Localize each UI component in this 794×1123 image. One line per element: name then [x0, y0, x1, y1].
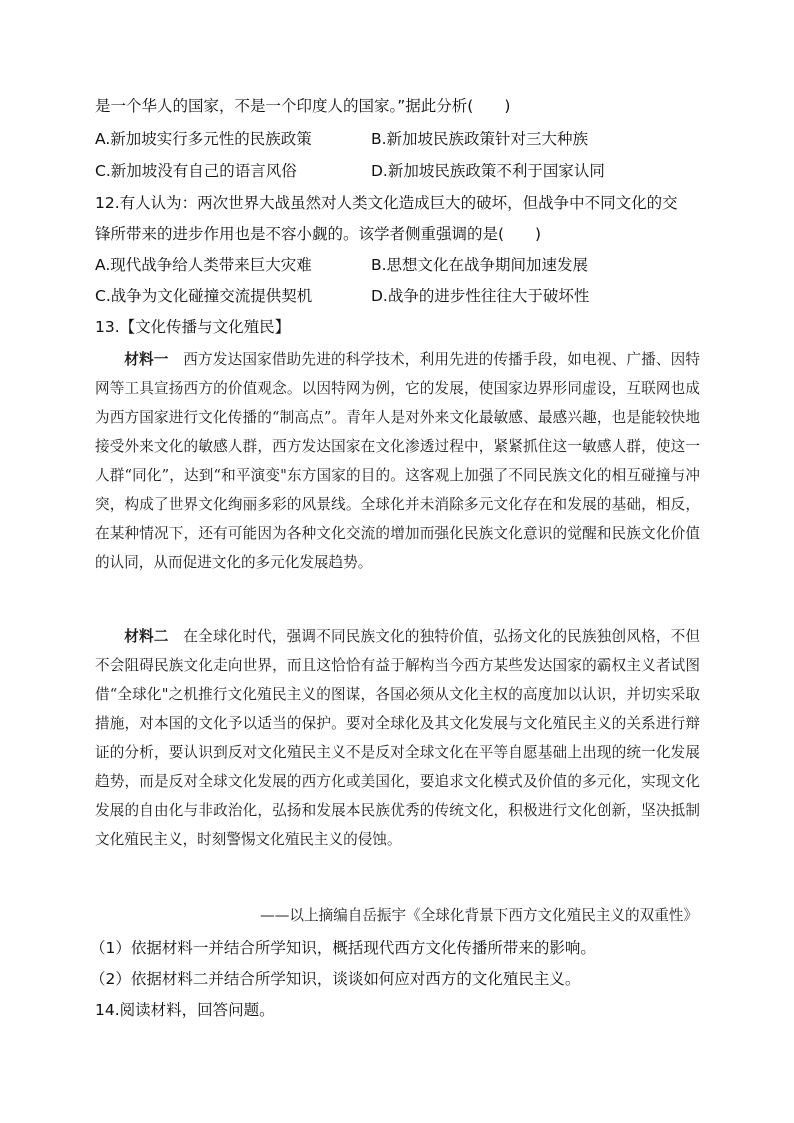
- q11-option-c: C.新加坡没有自己的语言风俗: [95, 162, 297, 180]
- q13-material-2: [95, 622, 700, 854]
- q12-options-row-1: [95, 255, 695, 275]
- q12-option-c: C.战争为文化碰撞交流提供契机: [95, 287, 313, 305]
- material-1-text: 西方发达国家借助先进的科学技术，利用先进的传播手段，如电视、广播、因特网等工具宣扬西方的价值观念。以因特网为例，它的发展，使国家边界形同虚设，互联网也成为西方国家进行文化传播的“制高点”。青年人是对外来文化最敏感、最感兴趣，也是能较快地接受外来文化的敏感人群，西方发达国家在文化渗透过程中，紧紧抓住这一敏感人群，使这一人群“同化”，达到“和平演变"东方国家的目的。这客观上加强了不同民族文化的相互碰撞与冲突，构成了世界文化绚丽多彩的风景线。全球化并未消除多元文化存在和发展的基础，相反，在某种情况下，还有可能因为各种文化交流的增加而强化民族文化意识的觉醒和民族文化价值的认同，从而促进文化的多元化发展趋势。: [95, 351, 700, 571]
- q14-stem: 14.阅读材料，回答问题。: [95, 1001, 275, 1019]
- q13-sub-question-1: （1）依据材料一并结合所学知识，概括现代西方文化传播所带来的影响。: [90, 939, 596, 957]
- q12-stem-line-1: 12.有人认为：两次世界大战虽然对人类文化造成巨大的破坏，但战争中不同文化的交: [95, 194, 678, 212]
- q11-option-b: B.新加坡民族政策针对三大种族: [371, 130, 589, 148]
- q12-options-row-2: [95, 286, 695, 306]
- q11-options-row-2: [95, 161, 695, 181]
- material-2-text: 在全球化时代，强调不同民族文化的独特价值，弘扬文化的民族独创风格，不但不会阻碍民族文化走向世界，而且这恰恰有益于解构当今西方某些发达国家的霸权主义者试图借“全球化"之机推行文化殖民主义的图谋，各国必须从文化主权的高度加以认识，并切实采取措施，对本国的文化予以适当的保护。要对全球化及其文化发展与文化殖民主义的关系进行辩证的分析，要认识到反对文化殖民主义不是反对全球文化在平等自愿基础上出现的统一化发展趋势，而是反对全球文化发展的西方化或美国化，要追求文化模式及价值的多元化，实现文化发展的自由化与非政治化，弘扬和发展本民族优秀的传统文化，积极进行文化创新，坚决抵制文化殖民主义，时刻警惕文化殖民主义的侵蚀。: [95, 628, 700, 848]
- q12-option-d: D.战争的进步性往往大于破坏性: [371, 287, 590, 305]
- q11-stem-tail: 是一个华人的国家，不是一个印度人的国家。”据此分析( ): [95, 97, 511, 115]
- material-2-label: 材料二: [124, 628, 169, 645]
- q13-heading: 13.【文化传播与文化殖民】: [95, 318, 291, 336]
- q11-options-row-1: [95, 129, 695, 149]
- q13-material-1: [95, 345, 700, 577]
- q11-option-d: D.新加坡民族政策不利于国家认同: [371, 162, 605, 180]
- q12-stem-line-2: 锋所带来的进步作用也是不容小觑的。该学者侧重强调的是( ): [95, 225, 542, 243]
- q12-option-a: A.现代战争给人类带来巨大灾难: [95, 256, 312, 274]
- q13-sub-question-2: （2）依据材料二并结合所学知识，谈谈如何应对西方的文化殖民主义。: [90, 970, 581, 988]
- q12-option-b: B.思想文化在战争期间加速发展: [371, 256, 589, 274]
- q13-source-citation: ——以上摘编自岳振宇《全球化背景下西方文化殖民主义的双重性》: [260, 907, 698, 924]
- material-1-label: 材料一: [124, 351, 169, 368]
- q11-option-a: A.新加坡实行多元性的民族政策: [95, 130, 312, 148]
